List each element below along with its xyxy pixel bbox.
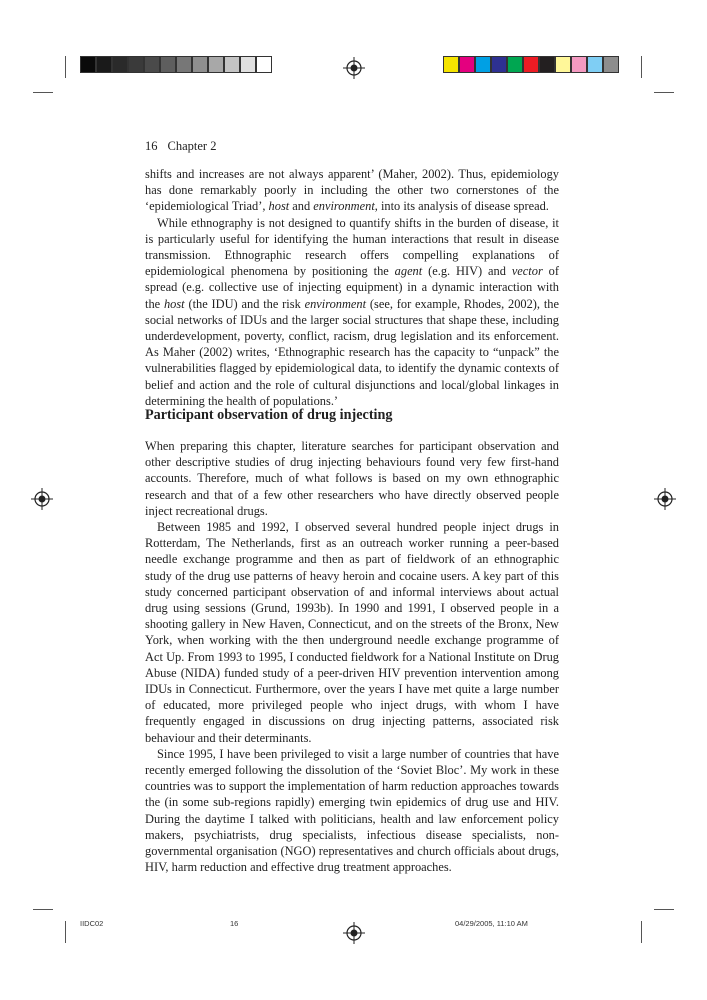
color-swatch xyxy=(555,56,571,73)
crop-mark-top-left-h xyxy=(33,92,53,93)
section-heading: Participant observation of drug injecting xyxy=(145,407,393,423)
running-head xyxy=(145,139,216,154)
paragraph: When preparing this chapter, literature searches for participant observation and other descriptive studies of drug injecting behaviours found very few first-hand accounts. Therefore, much of what follows is based on my own ethnographic research and that of a few other researchers who have directly observed people inject recreational drugs. xyxy=(145,439,559,518)
paragraph: Since 1995, I have been privileged to visit a large number of countries that have recently emerged following the dissolution of the ‘Soviet Bloc’. My work in these countries was to support the implementation of harm reduction approaches towards the (in some sub-regions rapidly) emerging twin epidemics of drug use and HIV. During the daytime I talked with politicians, health and law enforcement policy makers, psychiatrists, drug specialists, infectious disease specialists, non-governmental organisation (NGO) representatives and church officials about drugs, HIV, harm reduction and effective drug treatment approaches. xyxy=(145,746,559,875)
crop-mark-top-left-v xyxy=(65,56,66,78)
paragraph: shifts and increases are not always apparent’ (Maher, 2002). Thus, epidemiology has done remarkably poorly in including the other two cornerstones of the ‘epidemiological Triad’, host and environment, into its analysis of disease spread. xyxy=(145,167,559,214)
footer-timestamp: 04/29/2005, 11:10 AM xyxy=(455,919,528,928)
registration-mark-icon xyxy=(343,922,365,944)
color-swatch xyxy=(475,56,491,73)
color-swatch xyxy=(208,56,224,73)
color-swatch xyxy=(128,56,144,73)
crop-mark-top-right-v xyxy=(641,56,642,78)
crop-mark-top-right-h xyxy=(654,92,674,93)
registration-mark-icon xyxy=(343,57,365,79)
footer-page: 16 xyxy=(230,919,239,928)
intro-text xyxy=(145,166,559,409)
page-number: 16 xyxy=(145,139,158,153)
process-color-bar xyxy=(443,56,619,73)
color-swatch xyxy=(112,56,128,73)
footer-file-id: IIDC02 xyxy=(80,919,104,928)
color-swatch xyxy=(96,56,112,73)
color-swatch xyxy=(459,56,475,73)
color-swatch xyxy=(80,56,96,73)
paragraph: While ethnography is not designed to quantify shifts in the burden of disease, it is particularly useful for identifying the human interactions that result in disease transmission. Ethnographic research offers compelling explanations of epidemiological phenomena by positioning the agent (e.g. HIV) and vector of spread (e.g. collective use of injecting equipment) in a dynamic interaction with the host (the IDU) and the risk environment (see, for example, Rhodes, 2002), the social networks of IDUs and the larger social structures that shape these, including underdevelopment, poverty, conflict, racism, drug legislation and its enforcement. As Maher (2002) writes, ‘Ethnographic research has the capacity to “unpack” the vulnerabilities flagged by epidemiological data, to identify the dynamic contexts of belief and action and the role of cultural disjunctions and local/global linkages in determining the health of populations.’ xyxy=(145,215,559,408)
color-swatch xyxy=(240,56,256,73)
paragraph: Between 1985 and 1992, I observed several hundred people inject drugs in Rotterdam, The Netherlands, first as an outreach worker running a peer-based needle exchange programme and then as part of fieldwork of an ethnographic study of the drug use patterns of heavy heroin and cocaine users. A key part of this study concerned participant observation of and informal interviews about actual drug using sessions (Grund, 1993b). In 1990 and 1991, I observed people in a shooting gallery in New Haven, Connecticut, and on the streets of the Bronx, New York, when working with the then underground needle exchange programme of Act Up. From 1993 to 1995, I conducted fieldwork for a National Institute on Drug Abuse (NIDA) funded study of a peer-driven HIV prevention intervention among IDUs in Connecticut. Furthermore, over the years I have met quite a large number of educated, more privileged people who inject drugs, with whom I have frequently engaged in discussions on drug injecting patterns, associated risk behaviour and their determinants. xyxy=(145,520,559,745)
color-swatch xyxy=(256,56,272,73)
crop-mark-bottom-right-h xyxy=(654,909,674,910)
crop-mark-bottom-left-h xyxy=(33,909,53,910)
registration-mark-icon xyxy=(654,488,676,510)
crop-mark-bottom-right-v xyxy=(641,921,642,943)
section-text xyxy=(145,438,559,875)
color-swatch xyxy=(443,56,459,73)
color-swatch xyxy=(176,56,192,73)
color-swatch xyxy=(539,56,555,73)
color-swatch xyxy=(571,56,587,73)
color-swatch xyxy=(192,56,208,73)
color-swatch xyxy=(491,56,507,73)
color-swatch xyxy=(224,56,240,73)
color-swatch xyxy=(587,56,603,73)
color-swatch xyxy=(523,56,539,73)
color-swatch xyxy=(507,56,523,73)
grayscale-color-bar xyxy=(80,56,272,73)
crop-mark-bottom-left-v xyxy=(65,921,66,943)
chapter-label: Chapter 2 xyxy=(167,139,217,153)
color-swatch xyxy=(160,56,176,73)
registration-mark-icon xyxy=(31,488,53,510)
color-swatch xyxy=(144,56,160,73)
color-swatch xyxy=(603,56,619,73)
